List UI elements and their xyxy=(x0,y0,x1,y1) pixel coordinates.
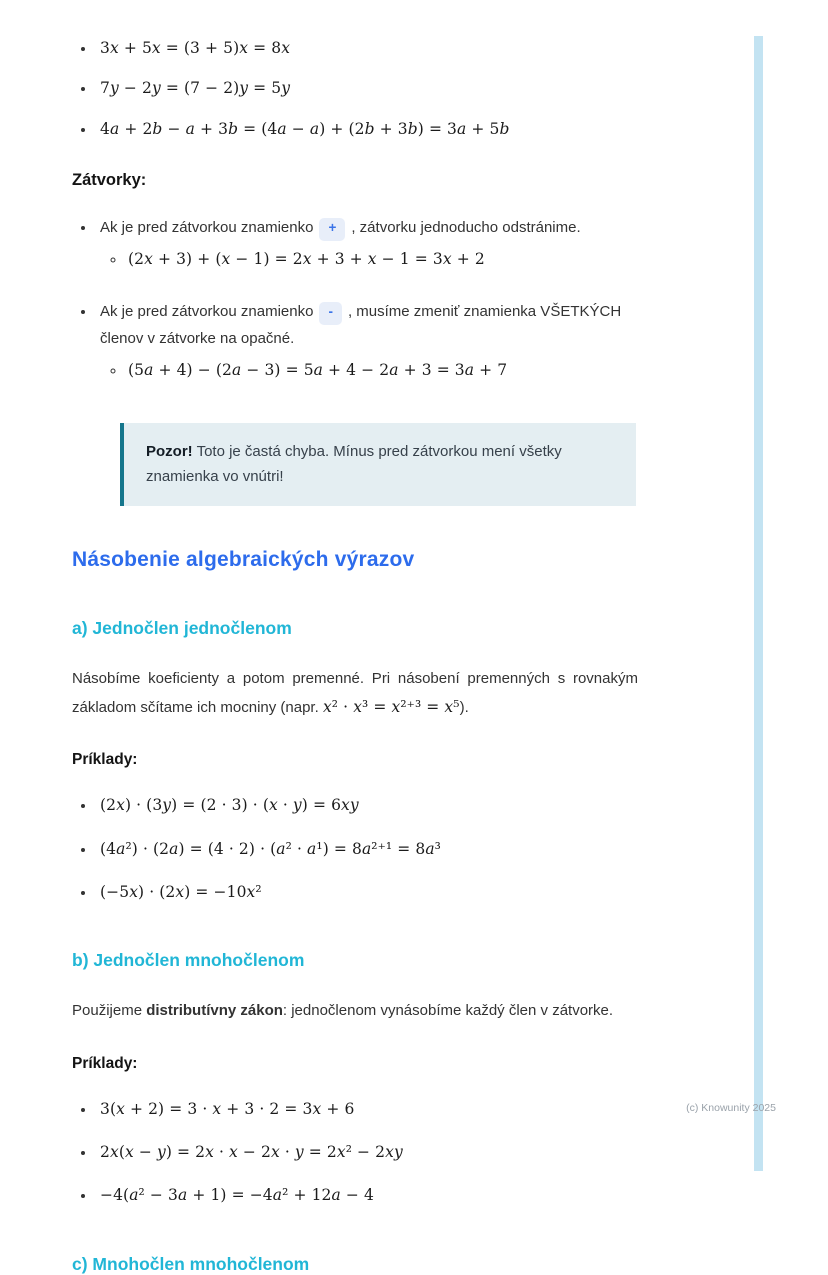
math-expression: 3(x + 2) = 3 · x + 3 · 2 = 3x + 6 xyxy=(100,1099,355,1118)
document-content xyxy=(72,0,638,1275)
math-expression: (2x) · (3y) = (2 · 3) · (x · y) = 6xy xyxy=(100,796,359,815)
sub-list xyxy=(100,247,638,272)
warning-callout xyxy=(120,423,636,506)
subsection-a-heading: a) Jednočlen jednočlenom xyxy=(72,617,292,638)
rule-text-after: , zátvorku jednoducho odstránime. xyxy=(351,218,581,236)
rule-text-before: Ak je pred zátvorkou znamienko xyxy=(100,218,314,236)
callout-text: Toto je častá chyba. Mínus pred zátvorkou mení všetky znamienka vo vnútri! xyxy=(146,442,562,486)
page-edge-strip xyxy=(754,36,763,1171)
math-expression: 4a + 2b − a + 3b = (4a − a) + (2b + 3b) = 3a + 5b xyxy=(100,119,510,138)
paragraph-text: Použijeme xyxy=(72,1002,147,1019)
math-expression: (2x + 3) + (x − 1) = 2x + 3 + x − 1 = 3x + 2 xyxy=(128,249,485,268)
list-item xyxy=(126,247,638,272)
subsection-a-paragraph xyxy=(72,665,638,722)
zatvorky-heading: Zátvorky: xyxy=(72,170,147,189)
minus-badge: - xyxy=(319,302,342,325)
math-expression: 2x(x − y) = 2x · x − 2x · y = 2x² − 2xy xyxy=(100,1143,403,1161)
plus-badge: + xyxy=(319,218,345,241)
subsection-b-heading: b) Jednočlen mnohočlenom xyxy=(72,950,305,970)
list-item xyxy=(96,76,638,100)
examples-list-a xyxy=(72,793,638,904)
math-expression: (4a²) · (2a) = (4 · 2) · (a² · a¹) = 8a²⁺¹ = 8a³ xyxy=(100,839,441,858)
list-item xyxy=(96,837,638,861)
list-item xyxy=(96,1183,638,1207)
like-terms-list xyxy=(72,36,638,141)
list-item xyxy=(96,1140,638,1164)
math-expression: x² · x³ = x²⁺³ = x⁵ xyxy=(322,697,460,716)
list-item xyxy=(96,117,638,141)
list-item xyxy=(96,880,638,904)
math-expression: 7y − 2y = (7 − 2)y = 5y xyxy=(100,79,291,98)
sub-list xyxy=(100,358,638,383)
subsection-c-heading: c) Mnohočlen mnohočlenom xyxy=(72,1253,310,1274)
subsection-b-paragraph xyxy=(72,997,638,1025)
list-item xyxy=(96,36,638,60)
copyright-watermark: (c) Knowunity 2025 xyxy=(686,1102,776,1114)
paragraph-text: : jednočlenom vynásobíme každý člen v zátvorke. xyxy=(282,1002,614,1019)
callout-bold-label: Pozor! xyxy=(146,442,193,460)
math-expression: 3x + 5x = (3 + 5)x = 8x xyxy=(100,39,291,57)
list-item xyxy=(96,793,638,817)
math-expression: −4(a² − 3a + 1) = −4a² + 12a − 4 xyxy=(100,1186,374,1205)
examples-list-b xyxy=(72,1097,638,1208)
paragraph-text: Násobíme koeficienty a potom premenné. Pri násobení premenných s rovnakým základom sčítame ich mocniny (napr. xyxy=(72,669,638,716)
rule-text-before: Ak je pred zátvorkou znamienko xyxy=(100,302,314,320)
paragraph-text: ). xyxy=(459,698,469,716)
list-item xyxy=(96,1097,638,1121)
math-expression: (5a + 4) − (2a − 3) = 5a + 4 − 2a + 3 = 3a + 7 xyxy=(128,360,508,379)
list-item xyxy=(96,214,638,272)
zatvorky-list xyxy=(72,214,638,383)
math-expression: (−5x) · (2x) = −10x² xyxy=(100,882,262,901)
list-item xyxy=(96,298,638,383)
priklady-label: Príklady: xyxy=(72,1054,138,1072)
rule-text-after: , musíme zmeniť znamienka VŠETKÝCH členov v zátvorke na opačné. xyxy=(100,302,622,347)
list-item xyxy=(126,358,638,383)
distributive-law-bold: distributívny zákon xyxy=(146,1002,283,1019)
priklady-label: Príklady: xyxy=(72,751,138,769)
section-title: Násobenie algebraických výrazov xyxy=(72,547,415,571)
